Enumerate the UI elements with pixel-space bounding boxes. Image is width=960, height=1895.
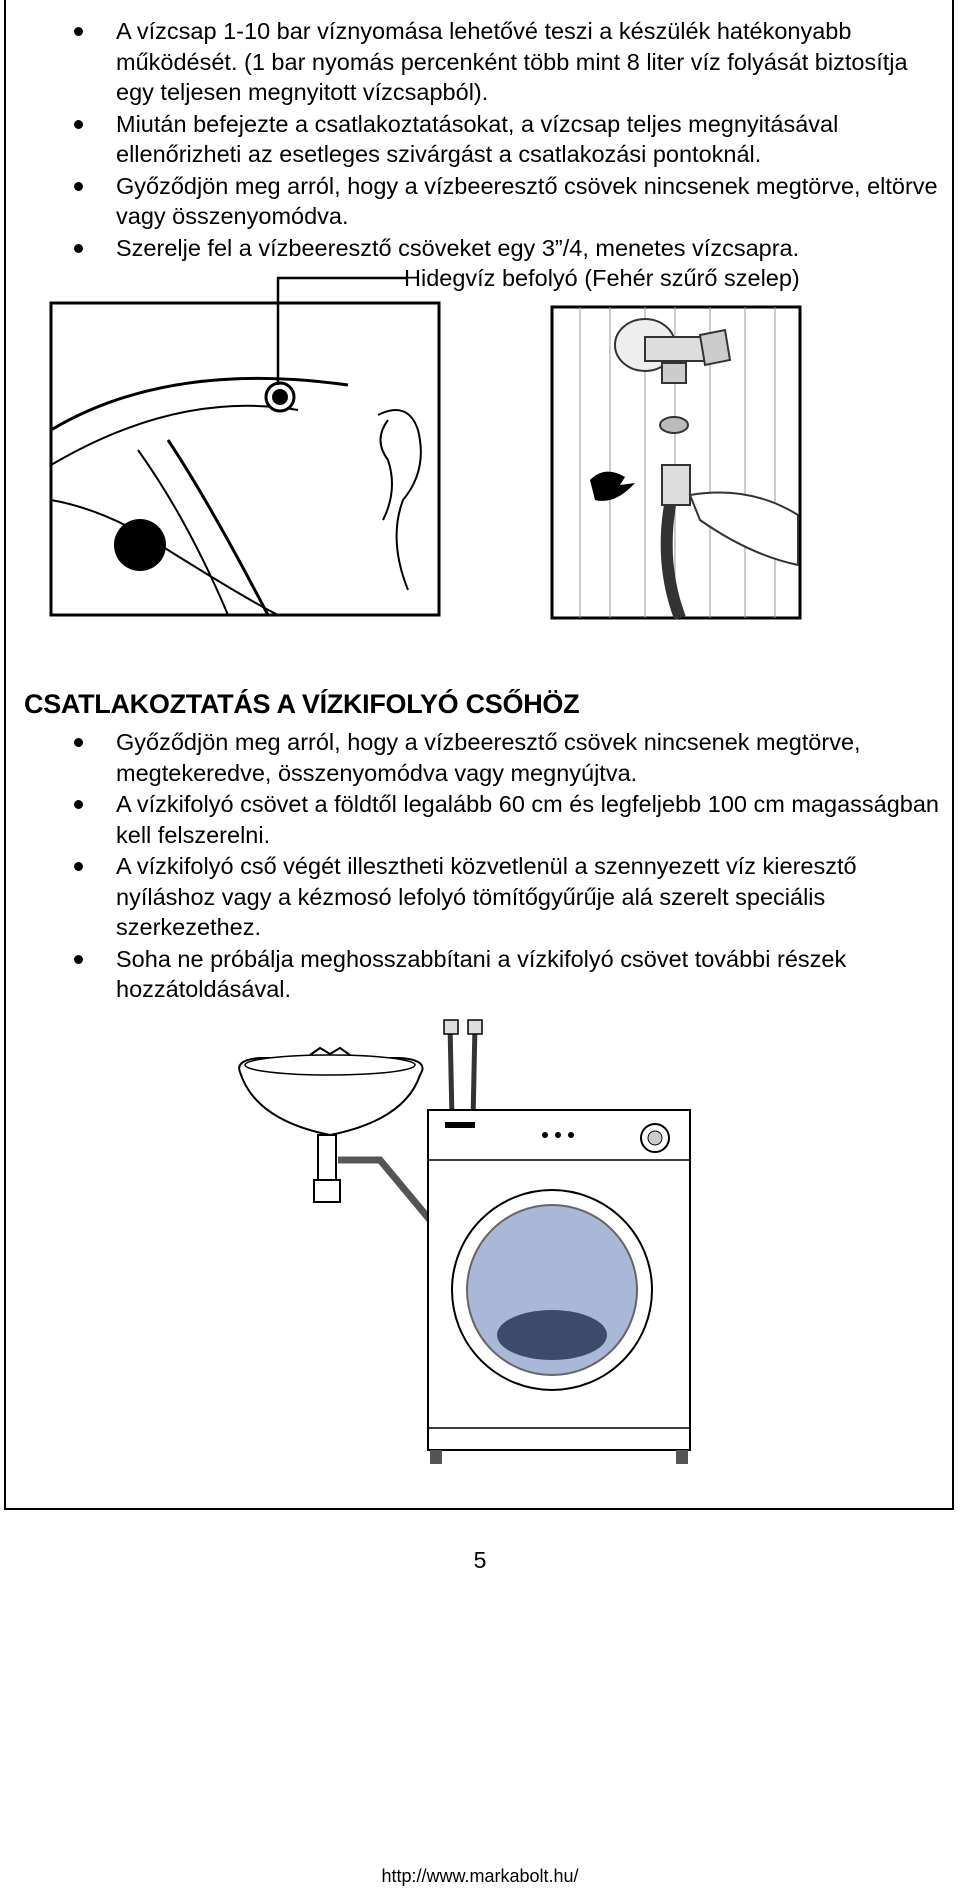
- list-item: A vízcsap 1-10 bar víznyomása lehetővé teszi a készülék hatékonyabb működését. (1 bar nyomás percenként több mint 8 liter víz folyását biztosítja egy teljesen megnyitott vízcsapból).: [0, 16, 940, 108]
- bullet-icon: [74, 27, 83, 36]
- outlet-instructions-list: [0, 727, 940, 1006]
- list-item: A vízkifolyó csövet a földtől legalább 60 cm és legfeljebb 100 cm magasságban kell felszerelni.: [0, 789, 940, 850]
- bullet-icon: [74, 862, 83, 871]
- bullet-icon: [74, 800, 83, 809]
- bullet-icon: [74, 738, 83, 747]
- bullet-icon: [74, 955, 83, 964]
- footer-url: http://www.markabolt.hu/: [381, 1866, 579, 1886]
- list-item: Szerelje fel a vízbeeresztő csöveket egy 3”/4, menetes vízcsapra.: [0, 233, 940, 264]
- caption-pointer-line: [270, 270, 410, 390]
- list-item: Győződjön meg arról, hogy a vízbeeresztő csövek nincsenek megtörve, megtekeredve, összenyomódva vagy megnyújtva.: [0, 727, 940, 788]
- list-item: Soha ne próbálja meghosszabbítani a vízkifolyó csövet további részek hozzátoldásával.: [0, 944, 940, 1005]
- list-item: Győződjön meg arról, hogy a vízbeeresztő csövek nincsenek megtörve, eltörve vagy összenyomódva.: [0, 171, 940, 232]
- list-item: Miután befejezte a csatlakoztatásokat, a vízcsap teljes megnyitásával ellenőrizheti az esetleges szivárgást a csatlakozási pontoknál.: [0, 109, 940, 170]
- section-heading: CSATLAKOZTATÁS A VÍZKIFOLYÓ CSŐHÖZ: [24, 689, 580, 719]
- inlet-instructions-list: [0, 16, 940, 264]
- bullet-icon: [74, 120, 83, 129]
- bullet-icon: [74, 182, 83, 191]
- figure-caption: Hidegvíz befolyó (Fehér szűrő szelep): [404, 265, 800, 291]
- washing-machine-drain-illustration: [230, 1010, 700, 1480]
- page-number: 5: [473, 1547, 487, 1573]
- list-item: A vízkifolyó cső végét illesztheti közvetlenül a szennyezett víz kieresztő nyíláshoz vagy a kézmosó lefolyó tömítőgyűrűje alá szerelt speciális szerkezethez.: [0, 851, 940, 943]
- bullet-icon: [74, 244, 83, 253]
- tap-connection-illustration: [550, 305, 802, 620]
